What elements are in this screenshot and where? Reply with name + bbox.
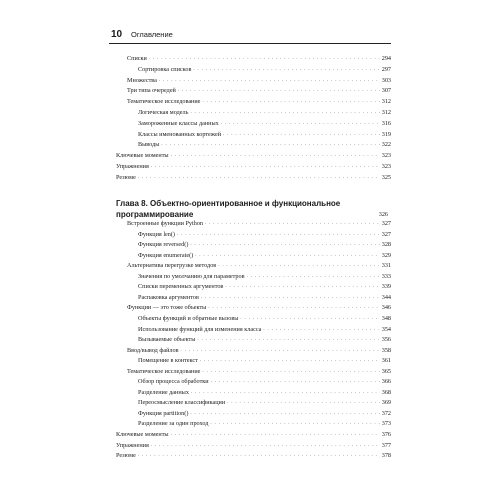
toc-entry-label: Ввод/вывод файлов (127, 346, 179, 354)
dot-leader (178, 86, 380, 96)
chapter-page-number: 326 (378, 211, 388, 218)
toc-entry-label: Ключевые моменты (116, 152, 169, 160)
toc-entry-page: 316 (381, 119, 391, 127)
toc-entry-page: 303 (381, 76, 391, 84)
dot-leader (208, 303, 379, 313)
dot-leader (247, 272, 380, 282)
toc-entry (138, 398, 391, 408)
toc-entry-label: Встроенные функции Python (127, 220, 204, 227)
toc-entry-label: Функции — это тоже объекты (127, 304, 207, 312)
toc-entry (138, 130, 391, 140)
dot-leader (149, 54, 380, 64)
toc-entry-label: Резюме (116, 173, 136, 181)
dot-leader (210, 419, 379, 429)
toc-entry (138, 325, 391, 335)
toc-entry-label: Функция enumerate() (138, 251, 194, 259)
toc-entry-label: Сортировка списков (138, 65, 192, 73)
toc-entry-page: 328 (381, 241, 391, 249)
toc-entry-page: 361 (381, 357, 391, 365)
dot-leader (171, 151, 380, 161)
toc-entry-label: Переосмысление классификации (138, 399, 226, 407)
toc-entry-page: 358 (381, 346, 391, 354)
toc-entry (138, 119, 391, 129)
toc-entry-page: 368 (381, 388, 391, 396)
toc-entry (127, 346, 391, 356)
toc-entry-label: Помещение в контекст (138, 357, 198, 365)
dot-leader (223, 130, 380, 140)
dot-leader (202, 97, 379, 107)
toc-entry (138, 108, 391, 118)
dot-leader (202, 367, 379, 377)
toc-entry (138, 282, 391, 292)
toc-entry-page: 297 (381, 65, 391, 73)
toc-entry-page: 348 (381, 314, 391, 322)
toc-entry-page: 331 (381, 262, 391, 270)
toc-entry-page: 339 (381, 283, 391, 291)
toc-entry (127, 54, 391, 64)
dot-leader (193, 65, 379, 75)
toc-entry-label: Списки переменных аргументов (138, 283, 224, 291)
page-number: 10 (111, 29, 123, 40)
dot-leader (191, 388, 380, 398)
dot-leader (151, 162, 380, 172)
toc-entry-page: 323 (381, 163, 391, 170)
toc-entry-label: Функция len() (138, 230, 175, 238)
toc-entry-label: Логическая модель (138, 109, 189, 116)
dot-leader (161, 140, 379, 150)
toc-entry (127, 76, 391, 86)
toc-entry-page: 312 (381, 109, 391, 116)
toc-entry-label: Списки (127, 55, 147, 62)
toc-entry (116, 441, 391, 451)
toc-entry (138, 65, 391, 75)
toc-entry (127, 303, 391, 313)
toc-entry-label: Функция partition() (138, 409, 189, 417)
page-header (109, 31, 391, 44)
dot-leader (138, 451, 380, 461)
toc-entry (138, 388, 391, 398)
dot-leader (171, 430, 380, 440)
toc-entry-label: Вызываемые объекты (138, 336, 196, 344)
dot-leader (190, 409, 379, 419)
toc-entry-page: 344 (381, 293, 391, 301)
dot-leader (151, 441, 380, 451)
toc-entry-label: Объекты функций и обратные вызовы (138, 314, 239, 322)
toc-entry (116, 173, 391, 183)
toc-entry (138, 419, 391, 429)
toc-entry-label: Замороженные классы данных (138, 119, 219, 127)
dot-leader (200, 356, 380, 366)
chapter-title-line-2: программирование (116, 210, 194, 219)
toc-entry-page: 373 (381, 420, 391, 428)
toc-entry (127, 86, 391, 96)
dot-leader (227, 398, 380, 408)
dot-leader (240, 314, 379, 324)
toc-entry-page: 365 (381, 367, 391, 375)
dot-leader (221, 119, 380, 129)
toc-entry-page: 354 (381, 325, 391, 333)
dot-leader (195, 251, 380, 261)
toc-entry (138, 272, 391, 282)
toc-entry-page: 378 (381, 452, 391, 460)
toc-entry-page: 333 (381, 272, 391, 280)
dot-leader (201, 293, 380, 303)
chapter-heading (116, 198, 388, 220)
toc-entry-page: 294 (381, 55, 391, 62)
toc-entry (138, 240, 391, 250)
toc-entry-label: Упражнения (116, 163, 149, 170)
toc-entry-label: Три типа очередей (127, 87, 176, 95)
toc-entry-page: 377 (381, 441, 391, 449)
toc-entry (116, 151, 391, 161)
toc-entry (138, 251, 391, 261)
toc-entry-label: Распаковка аргументов (138, 293, 199, 301)
toc-entry-label: Тематическое исследование (127, 367, 201, 375)
dot-leader (225, 282, 379, 292)
toc-entry (138, 230, 391, 240)
toc-entry (138, 293, 391, 303)
toc-entry (127, 97, 391, 107)
toc-entry-label: Использование функций для изменения класса (138, 325, 262, 333)
toc-entry (127, 367, 391, 377)
toc-entry-page: 372 (381, 409, 391, 417)
dot-leader (205, 219, 380, 229)
toc-entry (116, 451, 391, 461)
toc-entry-label: Множества (127, 76, 157, 84)
toc-entry-label: Обзор процесса обработки (138, 378, 209, 386)
dot-leader (263, 325, 379, 335)
toc-entry-page: 323 (381, 152, 391, 160)
toc-entry-label: Резюме (116, 452, 136, 460)
toc-entry-page: 319 (381, 130, 391, 138)
toc-entry (138, 409, 391, 419)
toc-entry-page: 329 (381, 251, 391, 259)
dot-leader (218, 261, 379, 271)
toc-entry-label: Тематическое исследование (127, 98, 201, 106)
toc-entry-page: 312 (381, 98, 391, 106)
toc-entry-label: Альтернатива перегрузке методов (127, 262, 217, 270)
toc-entry (138, 140, 391, 150)
toc-entry-page: 346 (381, 304, 391, 312)
toc-entry (138, 335, 391, 345)
toc-entry-label: Разделение за один проход (138, 420, 209, 428)
toc-entry (127, 261, 391, 271)
toc-entry-label: Значения по умолчанию для параметров (138, 272, 245, 280)
dot-leader (138, 173, 380, 183)
toc-entry-page: 376 (381, 431, 391, 438)
chapter-title-line-1: Глава 8. Объектно-ориентированное и функциональное (116, 199, 341, 208)
dot-leader (190, 108, 379, 118)
dot-leader (211, 377, 380, 387)
dot-leader (177, 230, 380, 240)
toc-entry (138, 314, 391, 324)
toc-entry (127, 219, 391, 229)
running-title: Оглавление (131, 30, 173, 39)
toc-entry-page: 327 (381, 230, 391, 238)
toc-entry (138, 356, 391, 366)
toc-entry-page: 366 (381, 378, 391, 386)
toc-entry-label: Упражнения (116, 441, 149, 449)
toc-entry-label: Разделение данных (138, 388, 189, 396)
toc-entry (138, 377, 391, 387)
toc-entry-page: 322 (381, 141, 391, 149)
toc-entry-page: 325 (381, 173, 391, 181)
toc-entry-page: 307 (381, 87, 391, 95)
toc-entry-page: 327 (381, 220, 391, 227)
dot-leader (181, 346, 380, 356)
toc-entry-label: Выводы (138, 141, 160, 149)
toc-entry-page: 369 (381, 399, 391, 407)
dot-leader (197, 335, 379, 345)
toc-entry (116, 162, 391, 172)
dot-leader (190, 240, 379, 250)
toc-entry-label: Функция reversed() (138, 241, 189, 249)
dot-leader (159, 76, 380, 86)
toc-entry-page: 356 (381, 336, 391, 344)
toc-entry (116, 430, 391, 440)
toc-entry-label: Классы именованных кортежей (138, 130, 222, 138)
toc-entry-label: Ключевые моменты (116, 431, 169, 438)
